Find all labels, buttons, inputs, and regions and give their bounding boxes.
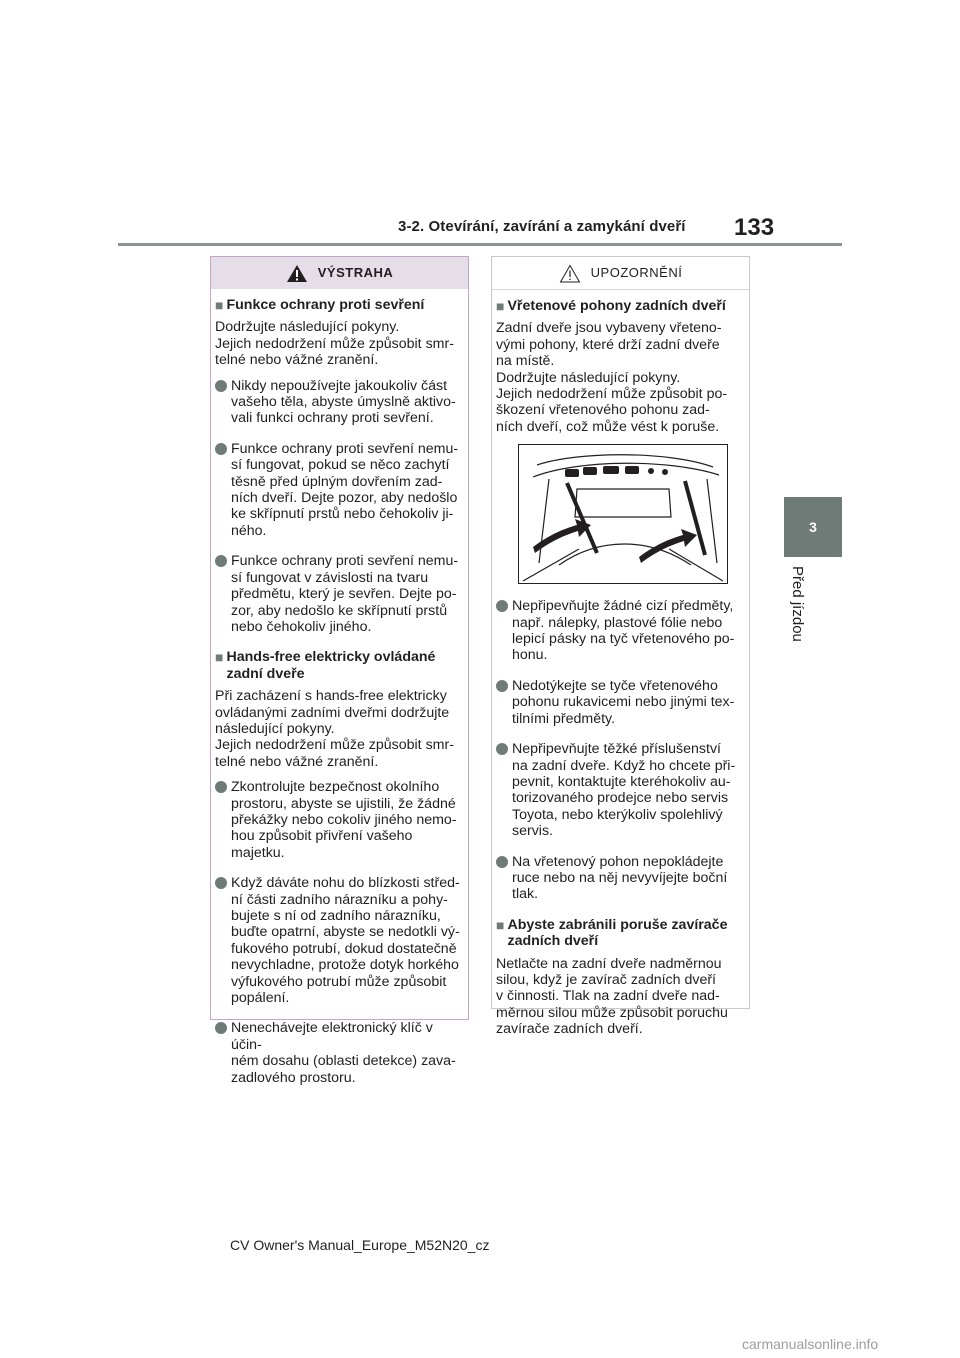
section-heading-text: Hands-free elektricky ovládané zadní dveře xyxy=(226,649,436,682)
round-bullet-icon xyxy=(215,877,227,889)
list-item-text: Na vřetenový pohon nepokládejte ruce nebo na něj nevyvíjejte boční tlak. xyxy=(512,853,728,903)
round-bullet-icon xyxy=(496,680,508,692)
warning-triangle-icon xyxy=(286,264,308,283)
chapter-title: 3-2. Otevírání, zavírání a zamykání dveří xyxy=(398,218,686,235)
list-item xyxy=(496,741,743,839)
page-number: 133 xyxy=(734,214,775,241)
section-intro: Dodržujte následující pokyny. Jejich nedodržení může způsobit smr- telné nebo vážné zranění. xyxy=(215,319,454,369)
list-item xyxy=(496,598,743,664)
list-item-text: Nedotýkejte se tyče vřetenového pohonu rukavicemi nebo jinými tex- tilními předměty. xyxy=(512,677,735,727)
round-bullet-icon xyxy=(215,781,227,793)
footer-manual-name: CV Owner's Manual_Europe_M52N20_cz xyxy=(230,1237,490,1253)
header-rule xyxy=(118,243,842,246)
warning-box-body xyxy=(211,289,468,1086)
list-item-text: Nepřipevňujte těžké příslušenství na zadní dveře. Když ho chcete při- pevnit, kontaktujte kteréhokoliv au- torizovaného prodejce nebo servis Toyota, nebo kterýkoliv spolehlivý servis. xyxy=(512,741,736,840)
round-bullet-icon xyxy=(215,1022,227,1034)
list-item xyxy=(215,1020,462,1086)
list-item-text: Nenechávejte elektronický klíč v účin- ném dosahu (oblasti detekce) zava- zadlového prostoru. xyxy=(231,1020,456,1086)
warning-box-title: VÝSTRAHA xyxy=(317,264,394,280)
section-intro: Netlačte na zadní dveře nadměrnou silou, když je zavírač zadních dveří v činnosti. Tlak na zadní dveře nad- měrnou silou může způsobit poruchu zavírače zadních dveří. xyxy=(496,955,728,1038)
round-bullet-icon xyxy=(496,743,508,755)
list-item-text: Nepřipevňujte žádné cizí předměty, např. nálepky, plastové fólie nebo lepicí pásky na tyč vřetenového po- honu. xyxy=(512,598,735,664)
square-bullet-icon: ■ xyxy=(215,297,224,313)
section-heading xyxy=(496,917,743,950)
caution-box-header xyxy=(492,257,749,290)
chapter-tab[interactable]: 3 xyxy=(784,497,842,557)
chapter-tab-label: Před jízdou xyxy=(789,566,806,642)
list-item xyxy=(215,378,462,427)
list-item-text: Funkce ochrany proti sevření nemu- sí fungovat, pokud se něco zachytí těsně před úplným dovřením zad- ních dveří. Dejte pozor, aby nedošlo ke skřípnutí prstů nebo čehokoliv ji- ného. xyxy=(231,440,459,539)
section-intro: Zadní dveře jsou vybaveny vřeteno- vými pohony, které drží zadní dveře na místě. Dodržujte následující pokyny. Jejich nedodržení může způsobit po- škození vřetenového pohonu zad- ních dveří, což může vést k poruše. xyxy=(496,320,728,435)
caution-box-title: UPOZORNĚNÍ xyxy=(590,264,683,280)
caution-triangle-icon xyxy=(559,264,581,283)
section-heading xyxy=(496,298,743,314)
section-heading-text: Abyste zabránili poruše zavírače zadních dveří xyxy=(507,916,728,950)
section-heading xyxy=(215,649,462,682)
round-bullet-icon xyxy=(496,856,508,868)
caution-box xyxy=(491,256,750,1038)
round-bullet-icon xyxy=(215,443,227,455)
list-item xyxy=(215,875,462,1006)
footer-watermark[interactable]: carmanualsonline.info xyxy=(742,1336,879,1352)
list-item-text: Funkce ochrany proti sevření nemu- sí fungovat v závislosti na tvaru předmětu, který je sevřen. Dejte po- zor, aby nedošlo ke skřípnutí prstů nebo čehokoliv jiného. xyxy=(231,553,459,635)
list-item xyxy=(215,553,462,635)
list-item xyxy=(215,441,462,539)
warning-box-header xyxy=(211,257,468,289)
square-bullet-icon: ■ xyxy=(215,649,224,666)
caution-box-body xyxy=(492,290,749,1038)
list-item-text: Zkontrolujte bezpečnost okolního prostoru, abyste se ujistili, že žádné překážky nebo cokoliv jiného nemo- hou způsobit přivření vašeho majetku. xyxy=(231,779,457,861)
square-bullet-icon: ■ xyxy=(496,298,505,314)
section-intro: Při zacházení s hands-free elektricky ovládanými zadními dveřmi dodržujte následující pokyny. Jejich nedodržení může způsobit smr- telné nebo vážné zranění. xyxy=(215,688,454,770)
list-item-text: Když dáváte nohu do blízkosti střed- ní části zadního nárazníku a pohy- bujete s ní od zadního nárazníku, buďte opatrní, abyste se nedotkli vý- fukového potrubí, dokud dostatečně nevychladne, protože dotyk horkého výfukového potrubí může způsobit popálení. xyxy=(231,875,460,1007)
round-bullet-icon xyxy=(215,555,227,567)
section-heading-text: Vřetenové pohony zadních dveří xyxy=(507,298,726,314)
list-item xyxy=(496,678,743,727)
tailgate-spindle-drive-illustration xyxy=(518,444,728,584)
list-item xyxy=(215,779,462,861)
list-item-text: Nikdy nepoužívejte jakoukoliv část vašeho těla, abyste úmyslně aktivo- vali funkci ochrany proti sevření. xyxy=(231,377,456,427)
section-heading-text: Funkce ochrany proti sevření xyxy=(226,297,425,313)
section-heading xyxy=(215,297,462,313)
round-bullet-icon xyxy=(496,600,508,612)
round-bullet-icon xyxy=(215,380,227,392)
warning-box xyxy=(210,256,469,1086)
square-bullet-icon: ■ xyxy=(496,916,505,933)
list-item xyxy=(496,854,743,903)
